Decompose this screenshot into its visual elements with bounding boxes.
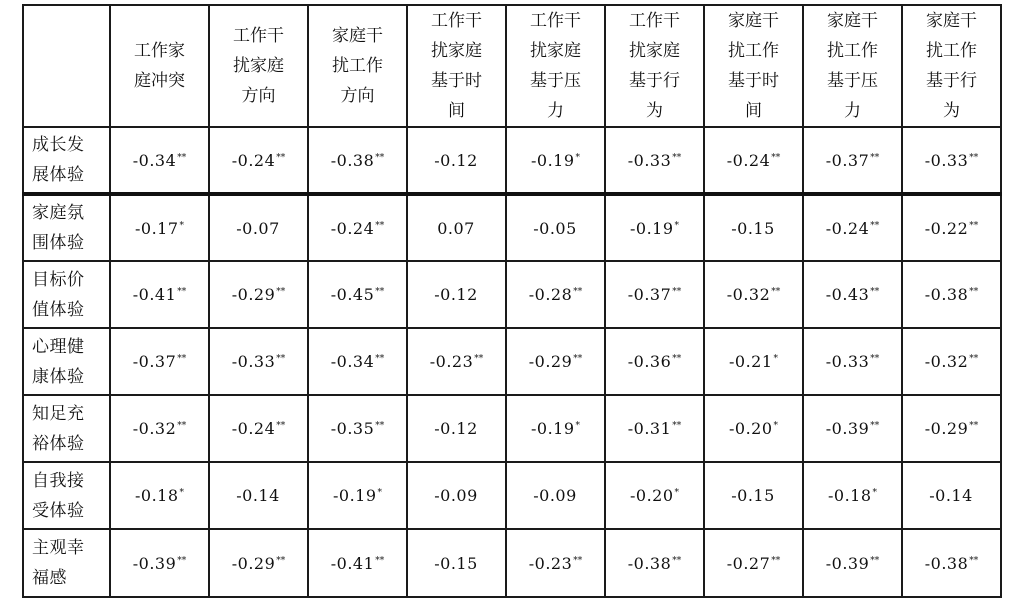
cell-value: -0.15 — [731, 486, 775, 505]
cell-value: -0.39 — [132, 553, 177, 573]
cell-value: -0.38 — [924, 553, 969, 573]
table-cell — [407, 328, 506, 395]
cell-value: -0.22 — [924, 218, 969, 238]
significance-mark: ** — [177, 287, 187, 297]
cell-value: -0.09 — [434, 486, 478, 505]
table-cell — [803, 194, 902, 261]
significance-mark: ** — [375, 421, 385, 431]
row-label: 自我接受体验 — [32, 470, 85, 521]
significance-mark: ** — [276, 152, 286, 163]
row-label: 家庭氛围体验 — [32, 203, 85, 253]
table-cell — [605, 529, 704, 597]
significance-mark: ** — [870, 220, 880, 231]
cell-value: -0.33 — [231, 352, 276, 371]
table-cell — [308, 529, 407, 597]
table-cell — [110, 328, 209, 395]
significance-mark: ** — [969, 354, 979, 364]
cell-value: -0.15 — [731, 218, 775, 238]
cell-value: -0.33 — [924, 150, 969, 170]
table-cell — [605, 328, 704, 395]
cell-value: -0.15 — [434, 553, 478, 573]
table-cell — [605, 395, 704, 462]
cell-value: -0.20 — [728, 419, 773, 438]
table-cell — [209, 127, 308, 194]
significance-mark: ** — [375, 354, 385, 364]
table-cell — [902, 462, 1001, 529]
cell-value: -0.32 — [924, 352, 969, 371]
cell-value: -0.33 — [627, 150, 672, 170]
significance-mark: ** — [474, 354, 484, 364]
significance-mark: ** — [276, 287, 286, 297]
table-cell — [110, 395, 209, 462]
cell-value: -0.29 — [231, 285, 276, 304]
table-row — [23, 127, 1001, 194]
table-row — [23, 462, 1001, 529]
row-header — [23, 261, 110, 328]
table-cell — [704, 194, 803, 261]
significance-mark: ** — [969, 555, 979, 566]
table-cell — [605, 194, 704, 261]
cell-value: -0.18 — [827, 486, 872, 505]
cell-value: -0.38 — [330, 150, 375, 170]
cell-value: -0.36 — [627, 352, 672, 371]
significance-mark: ** — [672, 421, 682, 431]
significance-mark: ** — [969, 421, 979, 431]
table-cell — [110, 194, 209, 261]
column-header: 工作干扰家庭基于压力 — [506, 5, 605, 127]
table-cell — [605, 462, 704, 529]
table-cell — [803, 395, 902, 462]
table-cell — [308, 462, 407, 529]
column-header: 工作家庭冲突 — [110, 5, 209, 127]
cell-value: -0.39 — [825, 553, 870, 573]
table-cell — [902, 127, 1001, 194]
significance-mark: ** — [177, 354, 187, 364]
significance-mark: ** — [573, 354, 583, 364]
table-cell — [110, 127, 209, 194]
table-cell — [902, 261, 1001, 328]
significance-mark: ** — [375, 287, 385, 297]
cell-value: -0.41 — [132, 285, 177, 304]
table-cell — [110, 261, 209, 328]
table-cell — [803, 462, 902, 529]
row-header — [23, 529, 110, 597]
cell-value: -0.18 — [134, 486, 179, 505]
significance-mark: * — [773, 421, 779, 431]
significance-mark: ** — [276, 421, 286, 431]
cell-value: -0.38 — [627, 553, 672, 573]
significance-mark: * — [179, 220, 185, 231]
table-cell — [704, 127, 803, 194]
significance-mark: ** — [771, 287, 781, 297]
cell-value: -0.19 — [530, 150, 575, 170]
table-cell — [308, 395, 407, 462]
cell-value: -0.34 — [132, 150, 177, 170]
cell-value: -0.05 — [533, 218, 577, 238]
cell-value: -0.29 — [528, 352, 573, 371]
table-cell — [407, 462, 506, 529]
row-label: 成长发展体验 — [32, 135, 85, 185]
significance-mark: * — [179, 488, 185, 498]
table-cell — [407, 395, 506, 462]
significance-mark: ** — [573, 287, 583, 297]
cell-value: -0.23 — [429, 352, 474, 371]
row-header — [23, 194, 110, 261]
column-header: 工作干扰家庭方向 — [209, 5, 308, 127]
significance-mark: ** — [573, 555, 583, 566]
table-cell — [506, 127, 605, 194]
row-header — [23, 328, 110, 395]
cell-value: -0.07 — [236, 218, 280, 238]
table-cell — [506, 328, 605, 395]
table-row — [23, 261, 1001, 328]
table-cell — [902, 194, 1001, 261]
table-cell — [209, 395, 308, 462]
table-cell — [803, 261, 902, 328]
table-cell — [803, 529, 902, 597]
table-cell — [605, 261, 704, 328]
table-cell — [902, 328, 1001, 395]
row-label: 主观幸福感 — [32, 538, 85, 588]
row-header — [23, 462, 110, 529]
cell-value: -0.39 — [825, 419, 870, 438]
table-cell — [704, 462, 803, 529]
cell-value: -0.19 — [332, 486, 377, 505]
significance-mark: * — [872, 488, 878, 498]
table-cell — [407, 127, 506, 194]
table-row — [23, 395, 1001, 462]
table-cell — [209, 328, 308, 395]
table-cell — [308, 261, 407, 328]
table-cell — [110, 529, 209, 597]
cell-value: -0.37 — [627, 285, 672, 304]
cell-value: 0.07 — [437, 218, 475, 238]
table-cell — [704, 395, 803, 462]
row-label: 目标价值体验 — [32, 269, 85, 320]
table-cell — [209, 529, 308, 597]
cell-value: -0.12 — [434, 285, 478, 304]
cell-value: -0.24 — [825, 218, 870, 238]
significance-mark: ** — [870, 152, 880, 163]
table-cell — [803, 127, 902, 194]
table-cell — [506, 462, 605, 529]
significance-mark: ** — [870, 555, 880, 566]
table-cell — [209, 462, 308, 529]
significance-mark: * — [773, 354, 779, 364]
table-row — [23, 529, 1001, 597]
cell-value: -0.33 — [825, 352, 870, 371]
cell-value: -0.17 — [134, 218, 179, 238]
cell-value: -0.24 — [726, 150, 771, 170]
table-cell — [704, 529, 803, 597]
cell-value: -0.12 — [434, 419, 478, 438]
table-cell — [308, 127, 407, 194]
table-cell — [407, 194, 506, 261]
corner-cell — [23, 5, 110, 127]
table-cell — [506, 261, 605, 328]
cell-value: -0.19 — [530, 419, 575, 438]
significance-mark: ** — [276, 354, 286, 364]
table-cell — [506, 194, 605, 261]
significance-mark: ** — [672, 152, 682, 163]
cell-value: -0.32 — [726, 285, 771, 304]
significance-mark: ** — [870, 421, 880, 431]
cell-value: -0.37 — [825, 150, 870, 170]
table-row — [23, 328, 1001, 395]
table-cell — [209, 261, 308, 328]
correlation-table — [22, 4, 1002, 598]
table-cell — [110, 462, 209, 529]
cell-value: -0.24 — [231, 150, 276, 170]
cell-value: -0.19 — [629, 218, 674, 238]
column-header: 工作干扰家庭基于行为 — [605, 5, 704, 127]
cell-value: -0.38 — [924, 285, 969, 304]
cell-value: -0.14 — [929, 486, 973, 505]
table-cell — [308, 194, 407, 261]
cell-value: -0.21 — [728, 352, 773, 371]
significance-mark: ** — [870, 287, 880, 297]
cell-value: -0.24 — [231, 419, 276, 438]
table-cell — [704, 261, 803, 328]
table-cell — [902, 395, 1001, 462]
cell-value: -0.27 — [726, 553, 771, 573]
cell-value: -0.14 — [236, 486, 280, 505]
significance-mark: * — [575, 421, 581, 431]
significance-mark: * — [575, 152, 581, 163]
row-label: 知足充裕体验 — [32, 403, 85, 454]
significance-mark: ** — [375, 555, 385, 566]
table-cell — [506, 529, 605, 597]
significance-mark: ** — [870, 354, 880, 364]
significance-mark: * — [377, 488, 383, 498]
significance-mark: ** — [375, 152, 385, 163]
cell-value: -0.23 — [528, 553, 573, 573]
cell-value: -0.37 — [132, 352, 177, 371]
cell-value: -0.29 — [924, 419, 969, 438]
cell-value: -0.34 — [330, 352, 375, 371]
cell-value: -0.09 — [533, 486, 577, 505]
table-cell — [605, 127, 704, 194]
significance-mark: ** — [177, 152, 187, 163]
table-cell — [902, 529, 1001, 597]
column-header: 工作干扰家庭基于时间 — [407, 5, 506, 127]
significance-mark: * — [674, 220, 680, 231]
significance-mark: ** — [177, 421, 187, 431]
cell-value: -0.31 — [627, 419, 672, 438]
table-cell — [407, 529, 506, 597]
table-cell — [803, 328, 902, 395]
cell-value: -0.28 — [528, 285, 573, 304]
cell-value: -0.12 — [434, 150, 478, 170]
cell-value: -0.24 — [330, 218, 375, 238]
table-cell — [209, 194, 308, 261]
significance-mark: ** — [771, 555, 781, 566]
cell-value: -0.29 — [231, 553, 276, 573]
significance-mark: ** — [672, 354, 682, 364]
table-row — [23, 194, 1001, 261]
column-header: 家庭干扰工作方向 — [308, 5, 407, 127]
row-header — [23, 127, 110, 194]
table-cell — [704, 328, 803, 395]
significance-mark: ** — [672, 287, 682, 297]
cell-value: -0.35 — [330, 419, 375, 438]
significance-mark: * — [674, 488, 680, 498]
table-cell — [308, 328, 407, 395]
significance-mark: ** — [375, 220, 385, 231]
significance-mark: ** — [969, 220, 979, 231]
column-header: 家庭干扰工作基于压力 — [803, 5, 902, 127]
significance-mark: ** — [672, 555, 682, 566]
row-header — [23, 395, 110, 462]
significance-mark: ** — [276, 555, 286, 566]
cell-value: -0.20 — [629, 486, 674, 505]
table-cell — [506, 395, 605, 462]
significance-mark: ** — [969, 287, 979, 297]
table-cell — [407, 261, 506, 328]
column-header: 家庭干扰工作基于时间 — [704, 5, 803, 127]
cell-value: -0.41 — [330, 553, 375, 573]
column-header: 家庭干扰工作基于行为 — [902, 5, 1001, 127]
significance-mark: ** — [969, 152, 979, 163]
cell-value: -0.43 — [825, 285, 870, 304]
cell-value: -0.32 — [132, 419, 177, 438]
cell-value: -0.45 — [330, 285, 375, 304]
significance-mark: ** — [177, 555, 187, 566]
row-label: 心理健康体验 — [32, 336, 85, 387]
significance-mark: ** — [771, 152, 781, 163]
header-row — [23, 5, 1001, 127]
